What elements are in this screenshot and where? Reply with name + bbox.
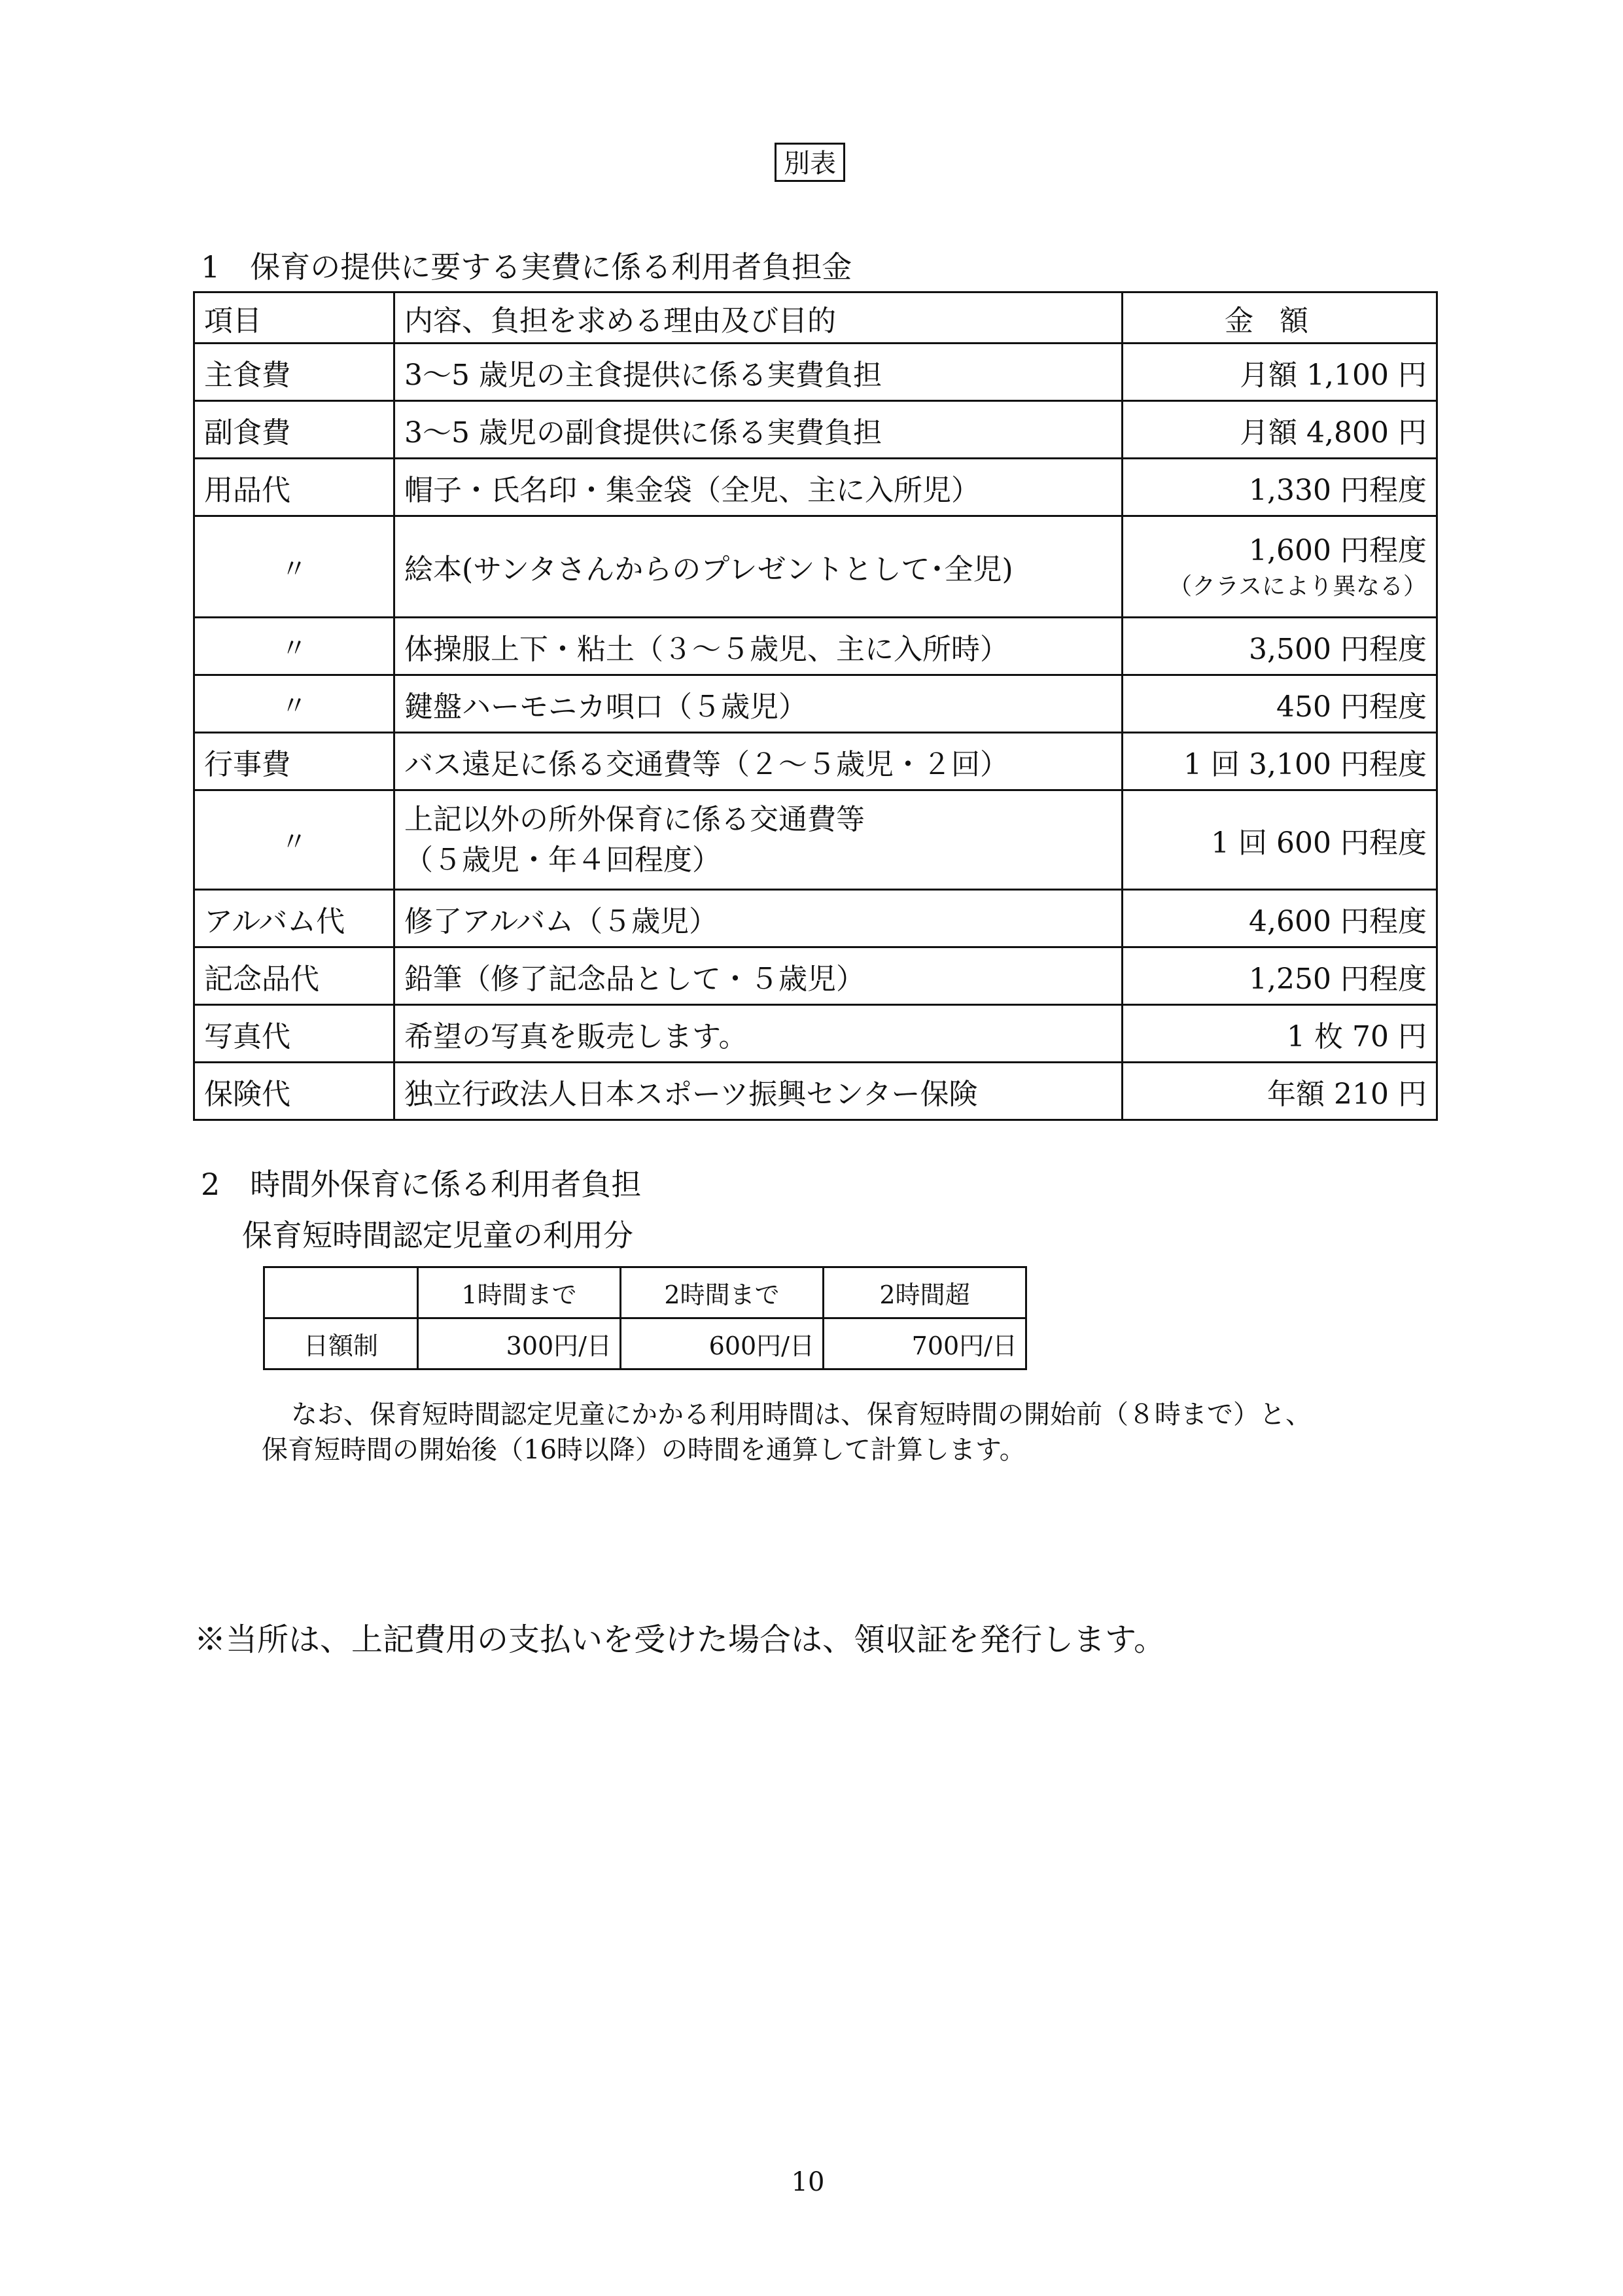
table-row <box>194 459 1437 516</box>
row-item: 副食費 <box>194 401 394 459</box>
row-amount: 年額 210 円 <box>1123 1063 1437 1120</box>
table-row <box>194 890 1437 947</box>
row-amount: 450 円程度 <box>1123 675 1437 733</box>
row-item: 記念品代 <box>194 947 394 1005</box>
table-row <box>194 516 1437 618</box>
fee-table-header <box>194 292 1437 344</box>
row-amount: 1,330 円程度 <box>1123 459 1437 516</box>
table-row <box>194 618 1437 675</box>
overtime-value-over2h: 700円/日 <box>824 1318 1026 1369</box>
overtime-table <box>263 1266 1027 1370</box>
row-content: 希望の写真を販売します。 <box>394 1005 1123 1063</box>
table-row <box>194 947 1437 1005</box>
table-row <box>194 790 1437 890</box>
overtime-col-over2h: 2時間超 <box>824 1267 1026 1318</box>
row-content-cell <box>394 790 1123 890</box>
row-amount: 1,600 円程度 <box>1249 534 1427 567</box>
row-item: 〃 <box>194 516 394 618</box>
header-amount: 金額 <box>1123 292 1437 344</box>
row-content: 鉛筆（修了記念品として・５歳児） <box>394 947 1123 1005</box>
row-item: 行事費 <box>194 733 394 790</box>
table-row <box>264 1318 1026 1369</box>
page-number: 10 <box>791 2167 825 2197</box>
overtime-col-1h: 1時間まで <box>418 1267 621 1318</box>
row-content: 絵本(サンタさんからのプレゼントとして･全児) <box>394 516 1123 618</box>
row-item: 〃 <box>194 618 394 675</box>
row-amount: 月額 4,800 円 <box>1123 401 1437 459</box>
row-content: 独立行政法人日本スポーツ振興センター保険 <box>394 1063 1123 1120</box>
row-amount: 1,250 円程度 <box>1123 947 1437 1005</box>
header-item: 項目 <box>194 292 394 344</box>
overtime-header <box>264 1267 1026 1318</box>
row-amount: 4,600 円程度 <box>1123 890 1437 947</box>
row-content: バス遠足に係る交通費等（２～５歳児・２回） <box>394 733 1123 790</box>
table-row <box>194 344 1437 401</box>
row-amount: 月額 1,100 円 <box>1123 344 1437 401</box>
row-content: 3～5 歳児の副食提供に係る実費負担 <box>394 401 1123 459</box>
table-row <box>194 1005 1437 1063</box>
doc-label: 別表 <box>775 143 845 182</box>
row-content: 上記以外の所外保育に係る交通費等 <box>404 802 865 836</box>
row-content: 帽子・氏名印・集金袋（全児、主に入所児） <box>394 459 1123 516</box>
row-amount-cell <box>1123 516 1437 618</box>
row-amount: 1 回 600 円程度 <box>1123 790 1437 890</box>
header-content: 内容、負担を求める理由及び目的 <box>394 292 1123 344</box>
section1-title: 1 保育の提供に要する実費に係る利用者負担金 <box>201 249 852 285</box>
row-amount-note: （クラスにより異なる） <box>1168 573 1427 600</box>
row-content: 修了アルバム（５歳児） <box>394 890 1123 947</box>
overtime-value-1h: 300円/日 <box>418 1318 621 1369</box>
row-item: 〃 <box>194 790 394 890</box>
overtime-note-line1: なお、保育短時間認定児童にかかる利用時間は、保育短時間の開始前（８時まで）と、 <box>291 1400 1312 1430</box>
section2-title: 2 時間外保育に係る利用者負担 <box>201 1167 642 1202</box>
row-amount: 1 回 3,100 円程度 <box>1123 733 1437 790</box>
table-row <box>194 1063 1437 1120</box>
overtime-corner <box>264 1267 418 1318</box>
closing-statement: ※当所は、上記費用の支払いを受けた場合は、領収証を発行します。 <box>194 1621 1166 1658</box>
table-row <box>194 733 1437 790</box>
fee-table <box>193 291 1438 1121</box>
table-row <box>194 401 1437 459</box>
row-item: 主食費 <box>194 344 394 401</box>
row-item: 〃 <box>194 675 394 733</box>
row-content: 3～5 歳児の主食提供に係る実費負担 <box>394 344 1123 401</box>
section2-subtitle: 保育短時間認定児童の利用分 <box>242 1218 633 1253</box>
row-content: 鍵盤ハーモニカ唄口（５歳児） <box>394 675 1123 733</box>
overtime-col-2h: 2時間まで <box>621 1267 824 1318</box>
row-amount: 3,500 円程度 <box>1123 618 1437 675</box>
row-item: 用品代 <box>194 459 394 516</box>
row-content-line2: （５歳児・年４回程度） <box>404 843 721 877</box>
table-row <box>194 675 1437 733</box>
overtime-note-line2: 保育短時間の開始後（16時以降）の時間を通算して計算します。 <box>262 1435 1026 1465</box>
row-content: 体操服上下・粘土（３～５歳児、主に入所時） <box>394 618 1123 675</box>
row-item: 保険代 <box>194 1063 394 1120</box>
row-amount: 1 枚 70 円 <box>1123 1005 1437 1063</box>
row-item: 写真代 <box>194 1005 394 1063</box>
row-item: アルバム代 <box>194 890 394 947</box>
overtime-row-label: 日額制 <box>264 1318 418 1369</box>
overtime-value-2h: 600円/日 <box>621 1318 824 1369</box>
